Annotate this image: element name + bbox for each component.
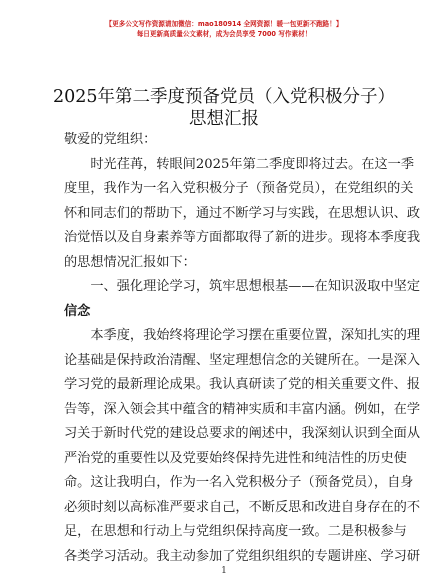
body-line: 本季度，我始终将理论学习摆在重要位置，深知扎实的理 bbox=[64, 328, 421, 343]
body-line: 习关于新时代党的建设总要求的阐述中，我深刻认识到全面从 bbox=[64, 426, 421, 441]
promo-banner-line-2: 每日更新高质量公文素材，成为会员享受 7000 写作素材！ bbox=[136, 30, 312, 38]
document-title: 2025年第二季度预备党员（入党积极分子）思想汇报 bbox=[52, 87, 396, 129]
salutation: 敬爱的党组织： bbox=[64, 132, 157, 147]
promo-banner-line-1: 【更多公文写作资源请加微信：mao180914 全网资源！暖一包更新不跑路！】 bbox=[105, 20, 343, 28]
body-line: 足，在思想和行动上与党组织保持高度一致。二是积极参与 bbox=[64, 524, 407, 539]
body-line: 告等，深入领会其中蕴含的精神实质和丰富内涵。例如，在学 bbox=[64, 402, 421, 417]
body-line: 严治党的重要性以及党要始终保持先进性和纯洁性的历史使 bbox=[64, 451, 407, 466]
body-line: 的思想情况汇报如下： bbox=[64, 255, 196, 270]
body-line: 学习党的最新理论成果。我认真研读了党的相关重要文件、报 bbox=[64, 377, 421, 392]
page-number: 1 bbox=[221, 566, 227, 576]
section-heading-line: 信念 bbox=[64, 304, 91, 319]
body-line: 度里，我作为一名入党积极分子（预备党员），在党组织的关 bbox=[64, 181, 414, 196]
body-line: 论基础是保持政治清醒、坚定理想信念的关键所在。一是深入 bbox=[64, 353, 421, 368]
body-line: 必须时刻以高标准严要求自己，不断反思和改进自身存在的不 bbox=[64, 500, 421, 515]
section-heading-line: 一、强化理论学习，筑牢思想根基——在知识汲取中坚定 bbox=[64, 279, 421, 294]
body-line: 命。这让我明白，作为一名入党积极分子（预备党员），自身 bbox=[64, 475, 414, 490]
body-line: 治觉悟以及自身素养等方面都取得了新的进步。现将本季度我 bbox=[64, 230, 421, 245]
body-line: 怀和同志们的帮助下，通过不断学习与实践，在思想认识、政 bbox=[64, 206, 421, 221]
body-line: 时光荏苒，转眼间2025年第二季度即将过去。在这一季 bbox=[64, 157, 415, 172]
body-line: 各类学习活动。我主动参加了党组织组织的专题讲座、学习研 bbox=[64, 549, 421, 564]
